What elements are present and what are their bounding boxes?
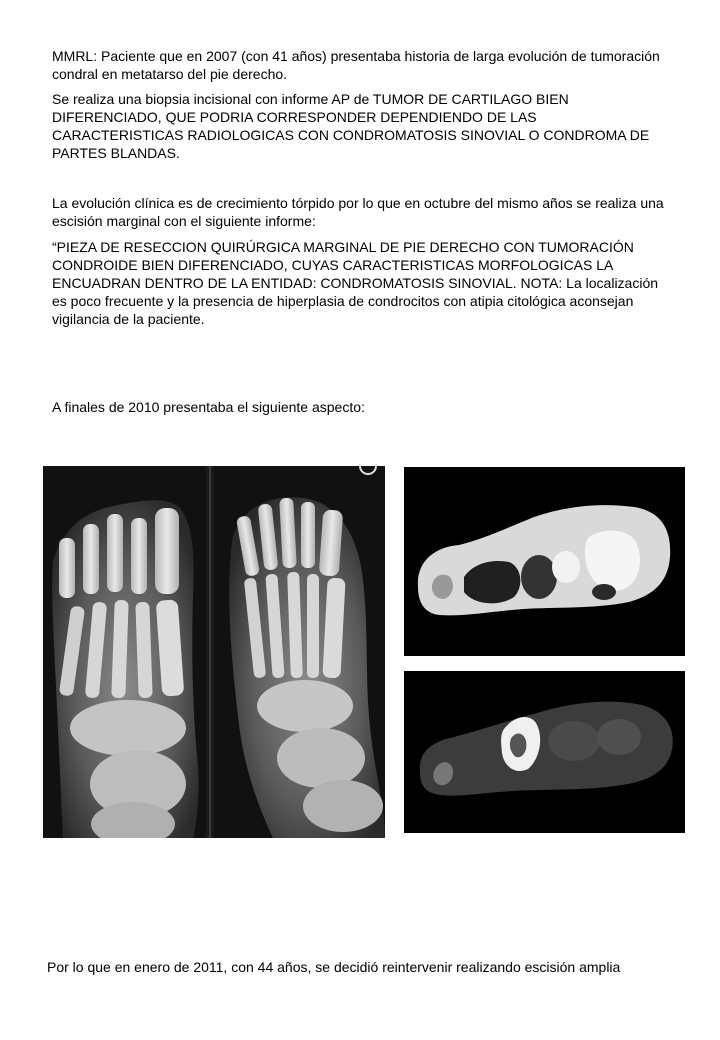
foot-mri-image-bottom — [404, 671, 685, 833]
history-paragraph: MMRL: Paciente que en 2007 (con 41 años) presentaba historia de larga evolución de tumoración condral en metatarso del pie derecho. — [52, 48, 660, 82]
appearance-paragraph: A finales de 2010 presentaba el siguiente aspecto: — [52, 399, 365, 415]
foot-mri-bottom-drawing — [404, 671, 685, 833]
evolution-paragraph: La evolución clínica es de crecimiento tórpido por lo que en octubre del mismo años se realiza una escisión marginal con el siguiente informe: — [52, 195, 664, 229]
foot-xray-drawing — [43, 466, 385, 838]
biopsy-paragraph: Se realiza una biopsia incisional con informe AP de TUMOR DE CARTILAGO BIEN DIFERENCIADO, QUE PODRIA CORRESPONDER DEPENDIENDO DE LAS CARACTERISTICAS RADIOLOGICAS CON CONDROMATOSIS SINOVIAL O CONDROMA DE PARTES BLANDAS. — [52, 91, 650, 161]
pathology-report-quote: “PIEZA DE RESECCION QUIRÚRGICA MARGINAL DE PIE DERECHO CON TUMORACIÓN CONDROIDE BIEN DIFERENCIADO, CUYAS CARACTERISTICAS MORFOLOGICAS LA ENCUADRAN DENTRO DE LA ENTIDAD: CONDROMATOSIS SINOVIAL. NOTA: La localización es poco frecuente y la presencia de hiperplasia de condrocitos con atipia citológica aconsejan vigilancia de la paciente. — [52, 239, 659, 327]
foot-mri-top-drawing — [404, 467, 685, 656]
foot-mri-image-top — [404, 467, 685, 656]
foot-xray-image — [43, 466, 385, 838]
conclusion-paragraph: Por lo que en enero de 2011, con 44 años, se decidió reintervenir realizando escisión amplia — [47, 959, 621, 975]
